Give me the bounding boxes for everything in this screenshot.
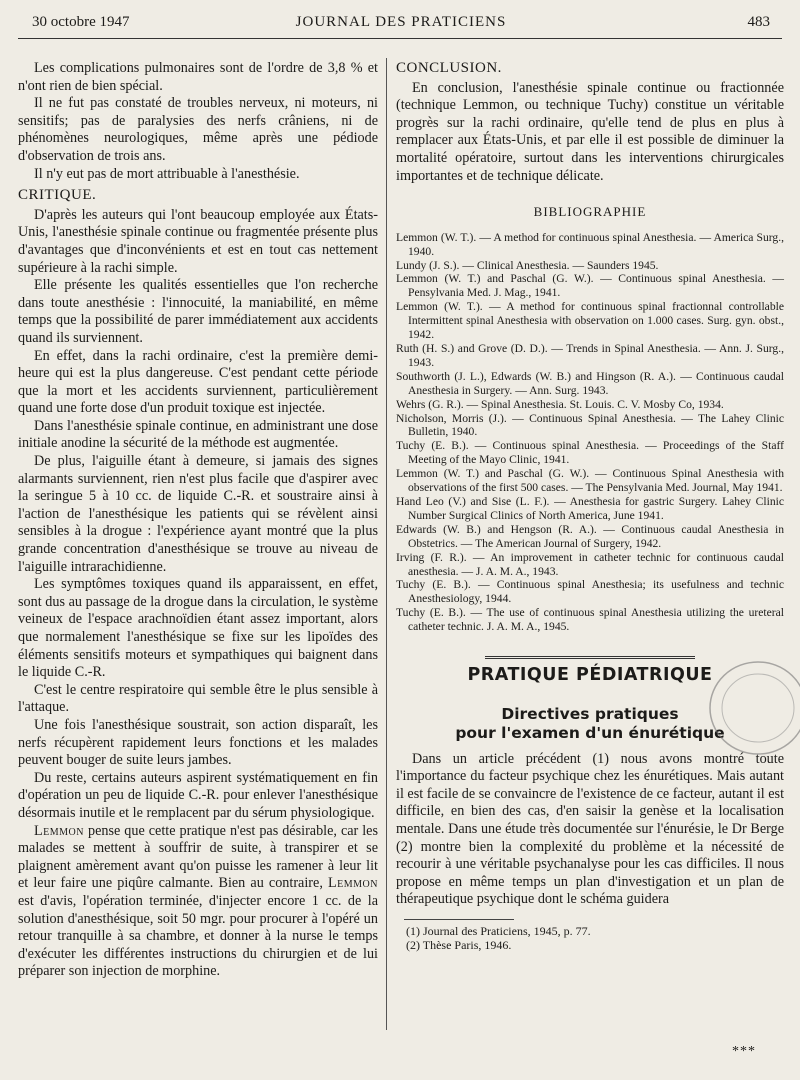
bibliography-entry: Lundy (J. S.). — Clinical Anesthesia. — Saunders 1945. xyxy=(396,258,659,272)
critique-heading: CRITIQUE. xyxy=(18,187,97,204)
author-name: Lemmon xyxy=(327,875,378,892)
paragraph: Il n'y eut pas de mort attribuable à l'anesthésie. xyxy=(34,165,300,182)
issue-date: 30 octobre 1947 xyxy=(32,14,130,30)
paragraph: D'après les auteurs qui l'ont beaucoup employée aux États-Unis, l'anesthésie spinale continue ou fragmentée présente plus d'avantages que d'inconvénients et est en tout cas nettement supérieure à la rachi simple. xyxy=(18,206,378,276)
text-run: pense que cette pratique n'est pas désirable, car les malades se mettent à souffrir de suite, à transpirer et se plaignent amèrement avant qu'on puisse les ramener à leur lit et leur faire une piqûre calmante. Bien au contraire, xyxy=(18,822,378,892)
bibliography-entry: Ruth (H. S.) and Grove (D. D.). — Trends in Spinal Anesthesia. — Ann. J. Surg., 1943. xyxy=(396,342,784,369)
paragraph: Dans un article précédent (1) nous avons montré toute l'importance du facteur psychique chez les énurétiques. Mais autant il est facile de se convaincre de l'existence de ce facteur, autant il est difficile, en bien des cas, d'en saisir la genèse et la localisation mentale. Dans une étude très documentée sur l'énurésie, le Dr Berge (2) montre bien la complexité du problème et la nécessité de recourir à une véritable psychanalyse pour les cas difficiles. Il nous propose en même temps un plan d'investigation et un plan de thérapeutique psychique dont le schéma guidera xyxy=(396,750,785,908)
footnote: (2) Thèse Paris, 1946. xyxy=(406,937,512,952)
bibliography-entry: Hand Leo (V.) and Sise (L. F.). — Anesthesia for gastric Surgery. Lahey Clinic Number Surgical Clinics of North America, June 1941. xyxy=(396,494,784,522)
paragraph: C'est le centre respiratoire qui semble être le plus sensible à l'attaque. xyxy=(18,681,378,716)
bibliography-entry: Lemmon (W. T.). — A method for continuous spinal Anesthesia. — America Surg., 1940. xyxy=(396,230,784,258)
header-rule xyxy=(18,38,782,39)
bibliography-entry: Irving (F. R.). — An improvement in catheter technic for continuous caudal anesthesia. — J. A. M. A., 1943. xyxy=(396,550,784,578)
bibliography-entry: Lemmon (W. T.). — A method for continuous spinal fractionnal controllable Intermittent spinal Anesthesia with observation on 1.000 cases. Surg. gyn. obst., 1942. xyxy=(396,300,784,342)
section-title: PRATIQUE PÉDIATRIQUE xyxy=(467,665,713,686)
bibliography-entry: Tuchy (E. B.). — Continuous spinal Anesthesia; its usefulness and technic Anesthesiology, 1944. xyxy=(396,578,784,606)
paragraph: En effet, dans la rachi ordinaire, c'est la première demi-heure qui est la plus dangereuse. C'est pendant cette période que la mort et les accidents surviennent, particulièrement quand une forte dose d'un produit toxique est injectée. xyxy=(18,347,378,417)
bibliography-entry: Lemmon (W. T.) and Paschal (G. W.). — Continuous spinal Anesthesia. — Pensylvania Med. J. Mag., 1941. xyxy=(396,272,784,300)
bibliography-entry: Edwards (W. B.) and Hengson (R. A.). — Continuous caudal Anesthesia in Obstetrics. — The American Journal of Surgery, 1942. xyxy=(396,522,784,550)
bibliography-entry: Lemmon (W. T.) and Paschal (G. W.). — Continuous Spinal Anesthesia with observations of the first 500 cases. — The Pensylvania Med. Journal, May 1941. xyxy=(396,467,784,495)
author-name: Lemmon xyxy=(34,822,85,839)
paragraph: Elle présente les qualités essentielles que l'on recherche dans toute anesthésie : l'innocuité, la maniabilité, en même temps que la possibilité de parer immédiatement aux accidents quand ils surviennent. xyxy=(18,277,378,346)
paragraph: Du reste, certains auteurs aspirent systématiquement en fin d'opération un peu de liquide C.-R. pour enlever l'anesthésique désormais inutile et le remplacent par du sérum physiologique. xyxy=(18,769,378,821)
footnote-rule xyxy=(404,919,514,920)
bibliography-list xyxy=(396,231,784,634)
left-column xyxy=(18,60,378,981)
paragraph: Il ne fut pas constaté de troubles nerveux, ni moteurs, ni sensitifs; pas de paralysies des nerfs crâniens, ni de phénomènes neurologiques, même après une pédiode d'observation de trois ans. xyxy=(18,95,378,164)
paragraph: Dans l'anesthésie spinale continue, en administrant une dose initiale anodine la sécurité de la méthode est augmentée. xyxy=(18,417,378,452)
paragraph: En conclusion, l'anesthésie spinale continue ou fractionnée (technique Lemmon, ou technique Tuchy) constitue un véritable progrès sur la rachi ordinaire, qu'elle tend de plus en plus à remplacer aux États-Unis, et par elle il est possible de diminuer la mortalité opératoire, surtout dans les interventions chirurgicales importantes et de technique délicate. xyxy=(396,79,784,184)
page-header xyxy=(32,14,770,36)
end-mark: *** xyxy=(732,1044,756,1059)
right-column xyxy=(396,60,784,952)
text-run: est d'avis, l'opération terminée, d'injecter encore 1 cc. de la solution d'anesthésique, soit 50 mgr. pour procurer à l'opéré un retour tranquille à sa chambre, et donner à la nurse le temps d'exécuter les différentes instructions du chirurgien et de lui préparer son injection de morphine. xyxy=(18,892,378,980)
journal-title: JOURNAL DES PRATICIENS xyxy=(295,14,507,30)
library-stamp xyxy=(700,656,800,766)
bibliography-entry: Wehrs (G. R.). — Spinal Anesthesia. St. Louis. C. V. Mosby Co, 1934. xyxy=(396,397,724,411)
page-number: 483 xyxy=(747,14,770,30)
bibliography-entry: Tuchy (E. B.). — The use of continuous spinal Anesthesia utilizing the ureteral catheter technic. J. A. M. A., 1945. xyxy=(396,606,784,634)
bibliography-entry: Nicholson, Morris (J.). — Continuous Spinal Anesthesia. — The Lahey Clinic Bulletin, 1940. xyxy=(396,411,784,439)
conclusion-heading: CONCLUSION. xyxy=(396,60,502,76)
section-rule xyxy=(485,656,695,659)
article-title-line: Directives pratiques xyxy=(501,704,679,723)
bibliography-entry: Tuchy (E. B.). — Continuous spinal Anesthesia. — Proceedings of the Staff Meeting of the Mayo Clinic, 1941. xyxy=(396,439,784,467)
bibliography-title: BIBLIOGRAPHIE xyxy=(533,204,647,220)
bibliography-entry: Southworth (J. L.), Edwards (W. B.) and Hingson (R. A.). — Continuous caudal Anesthesia in Surgery. — Ann. Surg. 1943. xyxy=(396,369,784,397)
paragraph xyxy=(18,823,378,981)
paragraph: Les symptômes toxiques quand ils apparaissent, en effet, sont dus au passage de la drogue dans la circulation, le système veineux de l'espace arachnoïdien étant assez important, alors que normalement l'anesthésique se fixe sur les lipoïdes des éléments sensitifs moteurs et sympathiques qui baignent dans le liquide C.-R. xyxy=(18,576,378,681)
footnote: (1) Journal des Praticiens, 1945, p. 77. xyxy=(406,923,591,938)
paragraph: Une fois l'anesthésique soustrait, son action disparaît, les nerfs récupèrent rapidement leurs fonctions et les malades peuvent bouger de suite leurs jambes. xyxy=(18,716,378,769)
column-divider xyxy=(386,58,387,1030)
paragraph: De plus, l'aiguille étant à demeure, si jamais des signes alarmants surviennent, rien n'est plus facile que d'aspirer avec la seringue 5 à 10 cc. de liquide C.-R. et soustraire ainsi à l'action de l'anesthésique les patients qui se révèlent ainsi sensibles à la drogue : l'expérience ayant montré que la plus grande concentration d'anesthésique se trouve au niveau de l'aiguille intrarachidienne. xyxy=(18,453,378,575)
paragraph: Les complications pulmonaires sont de l'ordre de 3,8 % et n'ont rien de bien spécial. xyxy=(18,60,378,94)
article-title-line: pour l'examen d'un énurétique xyxy=(455,723,725,742)
